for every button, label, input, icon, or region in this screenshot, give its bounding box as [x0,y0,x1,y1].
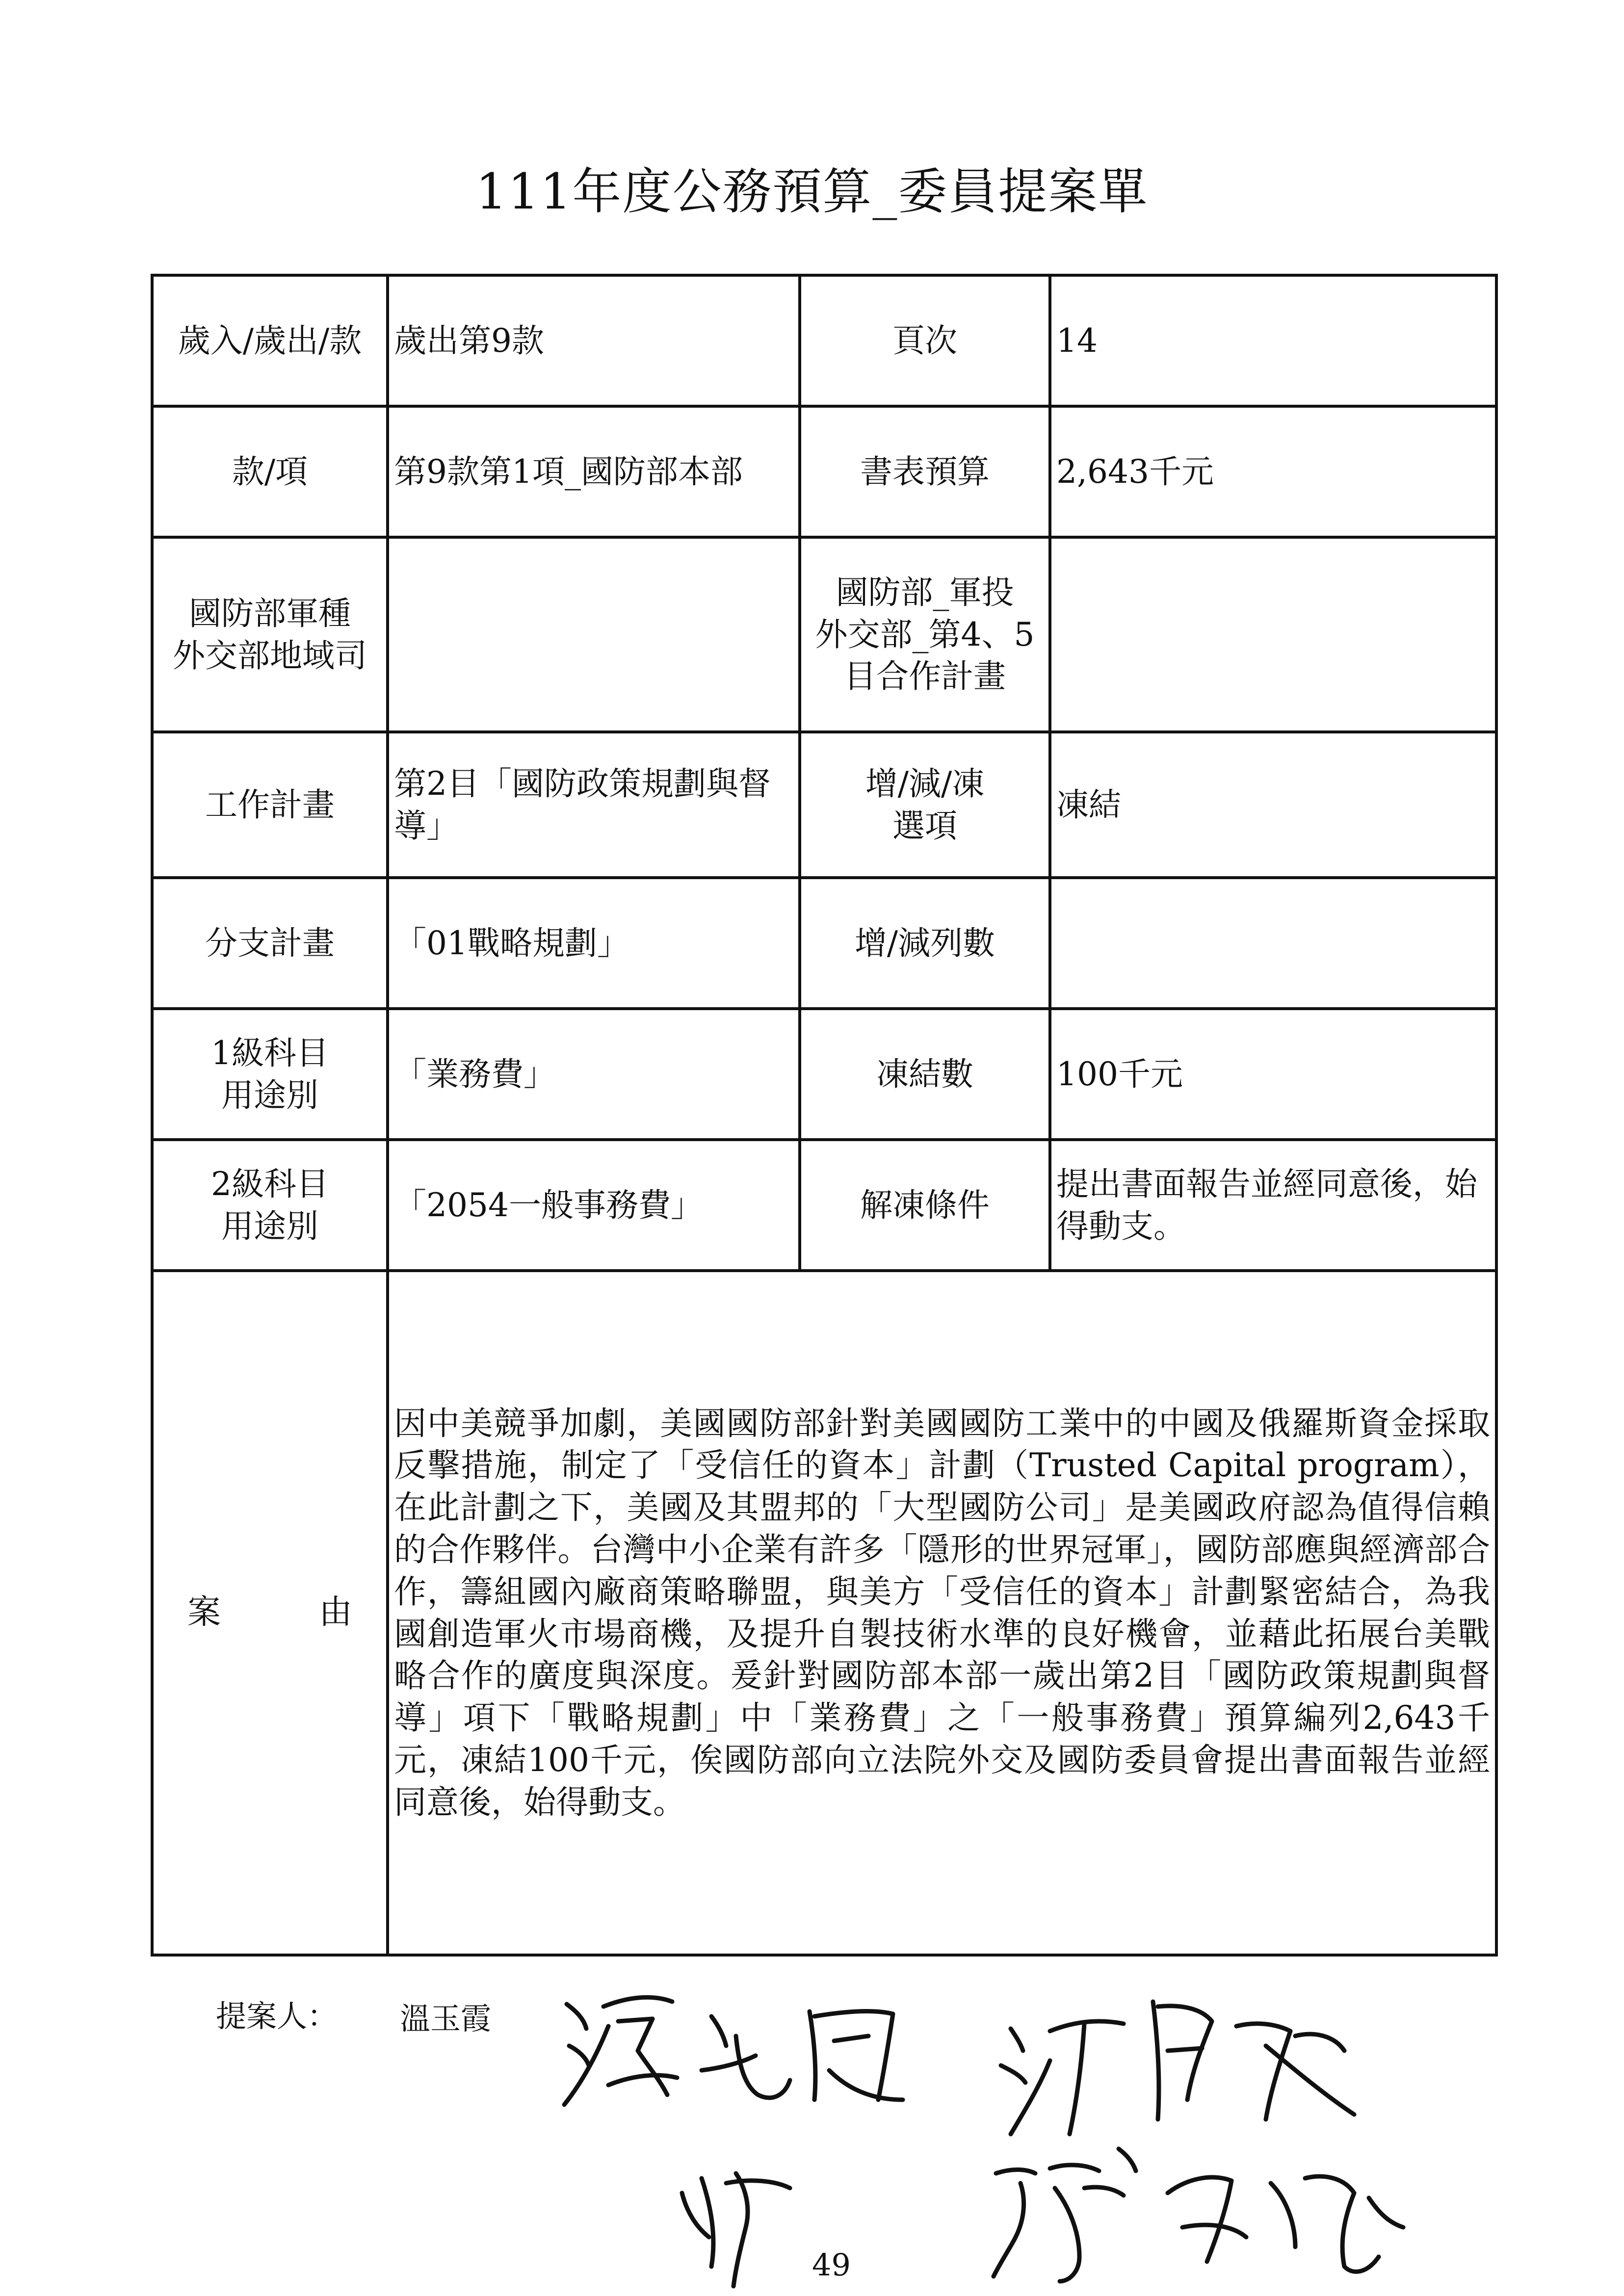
label-level1-subject: 1級科目 用途別 [152,1009,388,1140]
label-work-plan: 工作計畫 [152,732,388,878]
value-work-plan: 第2目「國防政策規劃與督導」 [388,732,800,878]
proposer-label: 提案人： [216,1998,338,2034]
proposer-name: 溫玉霞 [400,2001,492,2036]
label-unfreeze-condition: 解凍條件 [800,1140,1050,1271]
label-military-branch: 國防部軍種 外交部地域司 [152,537,388,732]
value-level2-subject: 「2054一般事務費」 [388,1140,800,1271]
value-freeze-amount: 100千元 [1050,1009,1496,1140]
document-title: 111年度公務預算_委員提案單 [475,163,1149,220]
signature-1 [564,1997,903,2105]
label-book-budget: 書表預算 [800,406,1050,537]
label-freeze-amount: 凍結數 [800,1009,1050,1140]
label-level2-subject: 2級科目 用途別 [152,1140,388,1271]
value-unfreeze-condition: 提出書面報告並經同意後，始得動支。 [1050,1140,1496,1271]
value-branch-plan: 「01戰略規劃」 [388,878,800,1009]
signature-2 [1001,2002,1354,2134]
value-budget-type: 歲出第9款 [388,275,800,406]
label-reason: 案 由 [152,1271,388,1955]
signature-3 [682,2173,790,2286]
label-budget-type: 歲入/歲出/款 [152,275,388,406]
label-adjust-amount: 增/減列數 [800,878,1050,1009]
label-page: 頁次 [800,275,1050,406]
value-page: 14 [1050,275,1496,406]
label-action-option: 增/減/凍 選項 [800,732,1050,878]
label-cooperation-plan: 國防部_軍投 外交部_第4、5 目合作計畫 [800,537,1050,732]
value-level1-subject: 「業務費」 [388,1009,800,1140]
value-section: 第9款第1項_國防部本部 [388,406,800,537]
label-branch-plan: 分支計畫 [152,878,388,1009]
page-number: 49 [812,2247,851,2283]
reason-text: 因中美競爭加劇，美國國防部針對美國國防工業中的中國及俄羅斯資金採取反擊措施，制定了「受信任的資本」計劃（Trusted Capital program），在此計劃之下，美國及其盟邦的「大型國防公司」是美國政府認為值得信賴的合作夥伴。台灣中小企業有許多「隱形的世界冠軍」，國防部應與經濟部合作，籌組國內廠商策略聯盟，與美方「受信任的資本」計劃緊密結合，為我國創造軍火市場商機，及提升自製技術水準的良好機會，並藉此拓展台美戰略合作的廣度與深度。爰針對國防部本部一歲出第2目「國防政策規劃與督導」項下「戰略規劃」中「業務費」之「一般事務費」預算編列2,643千元，凍結100千元，俟國防部向立法院外交及國防委員會提出書面報告並經同意後，始得動支。 [388,1271,1496,1955]
signature-4 [994,2149,1403,2281]
value-book-budget: 2,643千元 [1050,406,1496,537]
label-section: 款/項 [152,406,388,537]
value-action-option: 凍結 [1050,732,1496,878]
